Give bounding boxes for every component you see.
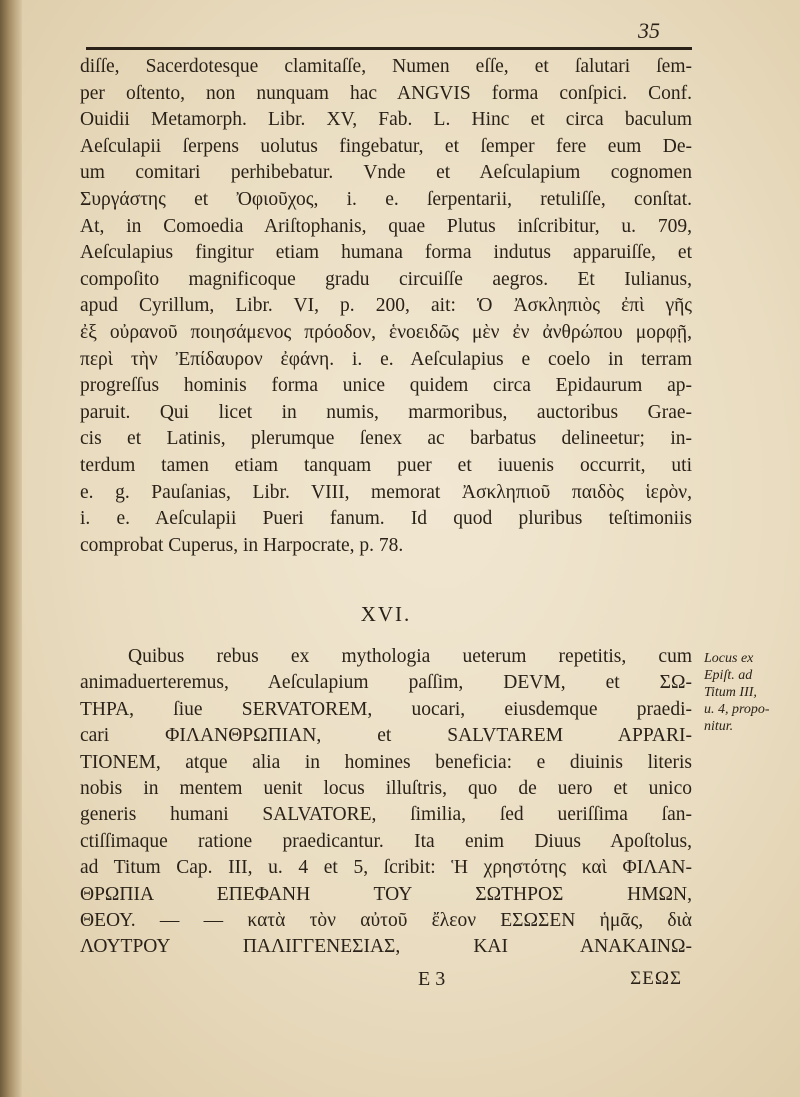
text-line: diſſe, Sacerdotesque clamitaſſe, Numen eſſe, et ſalutari ſem- bbox=[80, 56, 692, 77]
text-line: nobis in mentem uenit locus illuſtris, quo de uero et unico bbox=[80, 778, 692, 800]
text-line: animaduerteremus, Aeſculapium paſſim, DEVM, et ΣΩ- bbox=[80, 672, 692, 694]
text-line: ΘΡΩΠΙΑ ΕΠΕΦΑΝΗ ΤΟΥ ΣΩΤΗΡΟΣ ΗΜΩΝ, bbox=[80, 883, 692, 905]
margin-note-line: Titum III, bbox=[704, 685, 757, 700]
text-line: terdum tamen etiam tanquam puer et iuuenis occurrit, uti bbox=[80, 454, 692, 476]
page-number: 35 bbox=[638, 18, 660, 43]
margin-note bbox=[704, 650, 794, 735]
text-line: Ouidii Metamorph. Libr. XV, Fab. L. Hinc et circa baculum bbox=[80, 109, 692, 131]
text-line: TIONEM, atque alia in homines beneficia: e diuinis literis bbox=[80, 751, 692, 773]
text-line: ΛΟΥΤΡΟΥ ΠΑΛΙΓΓΕΝΕΣΙΑΣ, ΚΑΙ ΑΝΑΚΑΙΝΩ- bbox=[80, 936, 692, 958]
text-line: Aeſculapius fingitur etiam humana forma indutus apparuiſſe, et bbox=[80, 242, 692, 264]
paragraph-1 bbox=[80, 54, 692, 559]
text-line: ctiſſimaque ratione praedicantur. Ita enim Diuus Apoſtolus, bbox=[80, 830, 692, 852]
text-line: progreſſus hominis forma unice quidem circa Epidaurum ap- bbox=[80, 375, 692, 397]
paragraph-2 bbox=[80, 644, 692, 961]
text-line: cari ΦΙΛΑΝΘΡΩΠΙΑΝ, et SALVTAREM APPARI- bbox=[80, 725, 692, 747]
text-line: cis et Latinis, plerumque ſenex ac barbatus delineetur; in- bbox=[80, 428, 692, 450]
text-line: ΤΗΡΑ, ſiue SERVATOREM, uocari, eiusdemque praedi- bbox=[80, 698, 692, 720]
text-line: compoſito magnificoque gradu circuiſſe aegros. Et Iulianus, bbox=[80, 268, 692, 290]
text-line: i. e. Aeſculapii Pueri fanum. Id quod pluribus teſtimoniis bbox=[80, 508, 692, 530]
margin-note-line: Locus ex bbox=[704, 651, 754, 666]
text-line: generis humani SALVATORE, ſimilia, ſed ueriſſima ſan- bbox=[80, 804, 692, 826]
binding-gutter bbox=[0, 0, 22, 1097]
text-line: Aeſculapii ſerpens uolutus fingebatur, et ſemper fere eum De- bbox=[80, 135, 692, 157]
header-rule bbox=[86, 47, 692, 50]
text-line: comprobat Cuperus, in Harpocrate, p. 78. bbox=[80, 534, 404, 556]
text-line: per oſtento, non nunquam hac ANGVIS forma conſpici. Conf. bbox=[80, 82, 692, 104]
text-line: At, in Comoedia Ariſtophanis, quae Plutus inſcribitur, u. 709, bbox=[80, 215, 692, 237]
text-line: paruit. Qui licet in numis, marmoribus, auctoribus Grae- bbox=[80, 401, 692, 423]
margin-note-line: Epiſt. ad bbox=[704, 668, 753, 683]
text-line: ΘΕΟΥ. — — κατὰ τὸν αὐτοῦ ἔλεον ΕΣΩΣΕΝ ἡμᾶς, διὰ bbox=[80, 910, 692, 932]
catchword: ΣΕΩΣ bbox=[630, 968, 682, 989]
text-line: apud Cyrillum, Libr. VI, p. 200, ait: Ὁ Ἀσκληπιὸς ἐπὶ γῆς bbox=[80, 295, 692, 317]
margin-note-line: u. 4, propo- bbox=[704, 702, 770, 717]
margin-note-line: nitur. bbox=[704, 719, 734, 734]
text-line: ad Titum Cap. III, u. 4 et 5, ſcribit: Ἡ χρηστότης καὶ ΦΙΛΑΝ- bbox=[80, 857, 692, 879]
section-heading: XVI. bbox=[360, 602, 412, 626]
text-line: περὶ τὴν Ἐπίδαυρον ἐφάνη. i. e. Aeſculapius e coelo in terram bbox=[80, 348, 692, 370]
signature-mark: E 3 bbox=[418, 968, 446, 990]
text-line: Quibus rebus ex mythologia ueterum repetitis, cum bbox=[128, 646, 692, 667]
text-line: um comitari perhibebatur. Vnde et Aeſculapium cognomen bbox=[80, 162, 692, 184]
text-line: ἐξ οὐρανοῦ ποιησάμενος πρόοδον, ἑνοειδῶς μὲν ἐν ἀνθρώπου μορφῇ, bbox=[80, 321, 692, 343]
text-line: e. g. Pauſanias, Libr. VIII, memorat Ἀσκληπιοῦ παιδὸς ἱερὸν, bbox=[80, 481, 692, 503]
text-line: Συργάστης et Ὀφιοῦχος, i. e. ſerpentarii, retuliſſe, conſtat. bbox=[80, 188, 692, 210]
